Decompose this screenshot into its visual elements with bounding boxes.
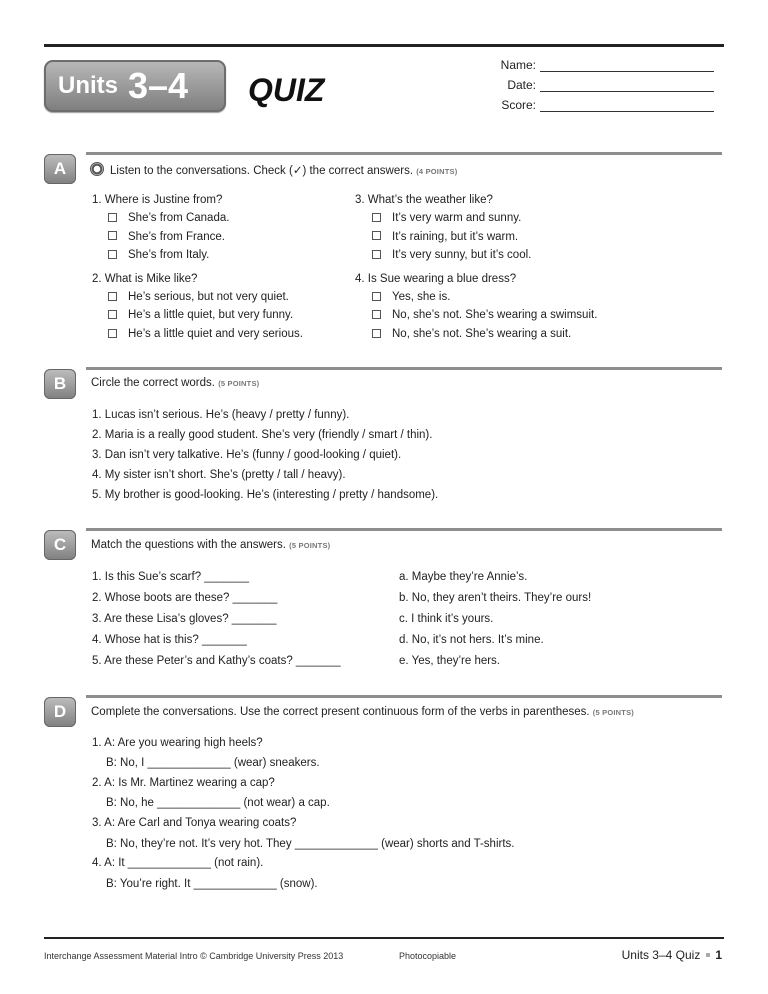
checkbox-a4-1[interactable]: [372, 292, 381, 301]
bottom-rule: [44, 937, 724, 939]
line-d1-a: 1. A: Are you wearing high heels?: [92, 737, 263, 749]
section-a-bar: [86, 152, 722, 155]
checkbox-a4-2[interactable]: [372, 310, 381, 319]
section-d-badge: D: [44, 697, 76, 727]
footer-copyright: Interchange Assessment Material Intro © Cambridge University Press 2013: [44, 951, 344, 961]
date-field[interactable]: [498, 78, 714, 92]
checkbox-a3-1[interactable]: [372, 213, 381, 222]
option-a1-2: She’s from France.: [128, 231, 225, 243]
option-a2-2: He’s a little quiet, but very funny.: [128, 309, 294, 321]
answer-c-a: a. Maybe they’re Annie’s.: [399, 571, 528, 583]
audio-icon[interactable]: [90, 162, 104, 176]
option-a4-1: Yes, she is.: [392, 291, 451, 303]
section-b-bar: [86, 367, 722, 370]
question-a4: 4. Is Sue wearing a blue dress?: [355, 273, 517, 285]
option-a4-3: No, she’s not. She’s wearing a suit.: [392, 328, 572, 340]
question-a3: 3. What’s the weather like?: [355, 194, 493, 206]
page-title: QUIZ: [248, 72, 325, 108]
answer-c-e: e. Yes, they’re hers.: [399, 655, 501, 667]
section-a-badge: A: [44, 154, 76, 184]
line-d4-a: 4. A: It _____________ (not rain).: [92, 857, 264, 869]
footer-page-info: [622, 948, 722, 962]
checkbox-a2-3[interactable]: [108, 329, 117, 338]
item-b3: 3. Dan isn’t very talkative. He’s (funny / good-looking / quiet).: [92, 449, 402, 461]
answer-c-c: c. I think it’s yours.: [399, 613, 494, 625]
item-b4: 4. My sister isn’t short. She’s (pretty / tall / heavy).: [92, 469, 346, 481]
checkbox-a3-3[interactable]: [372, 250, 381, 259]
question-a2: 2. What is Mike like?: [92, 273, 198, 285]
checkbox-a2-2[interactable]: [108, 310, 117, 319]
name-field[interactable]: [498, 58, 714, 72]
line-d2-b: B: No, he _____________ (not wear) a cap.: [106, 797, 330, 809]
checkbox-a3-2[interactable]: [372, 231, 381, 240]
date-line[interactable]: [540, 79, 714, 92]
line-d3-a: 3. A: Are Carl and Tonya wearing coats?: [92, 817, 297, 829]
section-b-instruction: [91, 377, 259, 389]
section-c-badge: C: [44, 530, 76, 560]
item-b5: 5. My brother is good-looking. He’s (interesting / pretty / handsome).: [92, 489, 439, 501]
item-b2: 2. Maria is a really good student. She’s very (friendly / smart / thin).: [92, 429, 433, 441]
option-a2-1: He’s serious, but not very quiet.: [128, 291, 289, 303]
units-badge: [44, 60, 226, 112]
line-d1-b: B: No, I _____________ (wear) sneakers.: [106, 757, 320, 769]
units-range: 3–4: [128, 65, 189, 106]
top-rule: [44, 44, 724, 47]
section-c-instruction: [91, 539, 330, 551]
option-a1-3: She’s from Italy.: [128, 249, 210, 261]
option-a3-1: It’s very warm and sunny.: [392, 212, 522, 224]
footer-quiz-label: Units 3–4 Quiz: [621, 948, 701, 962]
option-a3-3: It’s very sunny, but it’s cool.: [392, 249, 532, 261]
answer-c-d: d. No, it’s not hers. It’s mine.: [399, 634, 544, 646]
line-d2-a: 2. A: Is Mr. Martinez wearing a cap?: [92, 777, 275, 789]
units-word: Units: [58, 72, 118, 99]
page-number: 1: [715, 948, 722, 962]
question-c1: 1. Is this Sue’s scarf? _______: [92, 571, 250, 583]
question-a1: 1. Where is Justine from?: [92, 194, 223, 206]
section-d-points: (5 POINTS): [592, 708, 634, 717]
checkbox-a1-3[interactable]: [108, 250, 117, 259]
answer-c-b: b. No, they aren’t theirs. They’re ours!: [399, 592, 592, 604]
option-a2-3: He’s a little quiet and very serious.: [128, 328, 303, 340]
option-a3-2: It’s raining, but it’s warm.: [392, 231, 519, 243]
score-label: Score:: [501, 98, 536, 112]
footer-photocopiable: Photocopiable: [399, 951, 457, 961]
checkbox-a4-3[interactable]: [372, 329, 381, 338]
footer-dot-icon: [706, 953, 710, 957]
section-b-badge: B: [44, 369, 76, 399]
question-c2: 2. Whose boots are these? _______: [92, 592, 278, 604]
section-b-points: (5 POINTS): [218, 379, 260, 388]
name-label: Name:: [500, 58, 536, 72]
option-a4-2: No, she’s not. She’s wearing a swimsuit.: [392, 309, 598, 321]
section-c-instruction-text: Match the questions with the answers.: [91, 539, 286, 551]
section-d-bar: [86, 695, 722, 698]
section-a-instruction-text: Listen to the conversations. Check (✓) the correct answers.: [110, 165, 414, 177]
score-line[interactable]: [540, 99, 714, 112]
section-c-bar: [86, 528, 722, 531]
line-d3-b: B: No, they’re not. It’s very hot. They _____________ (wear) shorts and T-shirts.: [106, 838, 515, 850]
date-label: Date:: [507, 78, 536, 92]
checkbox-a1-2[interactable]: [108, 231, 117, 240]
question-c4: 4. Whose hat is this? _______: [92, 634, 247, 646]
section-b-instruction-text: Circle the correct words.: [91, 377, 215, 389]
score-field[interactable]: [498, 98, 714, 112]
option-a1-1: She’s from Canada.: [128, 212, 230, 224]
checkbox-a1-1[interactable]: [108, 213, 117, 222]
section-a-points: (4 POINTS): [416, 167, 458, 176]
checkbox-a2-1[interactable]: [108, 292, 117, 301]
question-c3: 3. Are these Lisa’s gloves? _______: [92, 613, 277, 625]
section-a-instruction: [110, 163, 457, 177]
section-d-instruction: [91, 706, 634, 718]
line-d4-b: B: You’re right. It _____________ (snow).: [106, 878, 318, 890]
name-line[interactable]: [540, 59, 714, 72]
question-c5: 5. Are these Peter’s and Kathy’s coats? _______: [92, 655, 341, 667]
item-b1: 1. Lucas isn’t serious. He’s (heavy / pretty / funny).: [92, 409, 350, 421]
section-c-points: (5 POINTS): [289, 541, 331, 550]
section-d-instruction-text: Complete the conversations. Use the correct present continuous form of the verbs in parentheses.: [91, 706, 590, 718]
